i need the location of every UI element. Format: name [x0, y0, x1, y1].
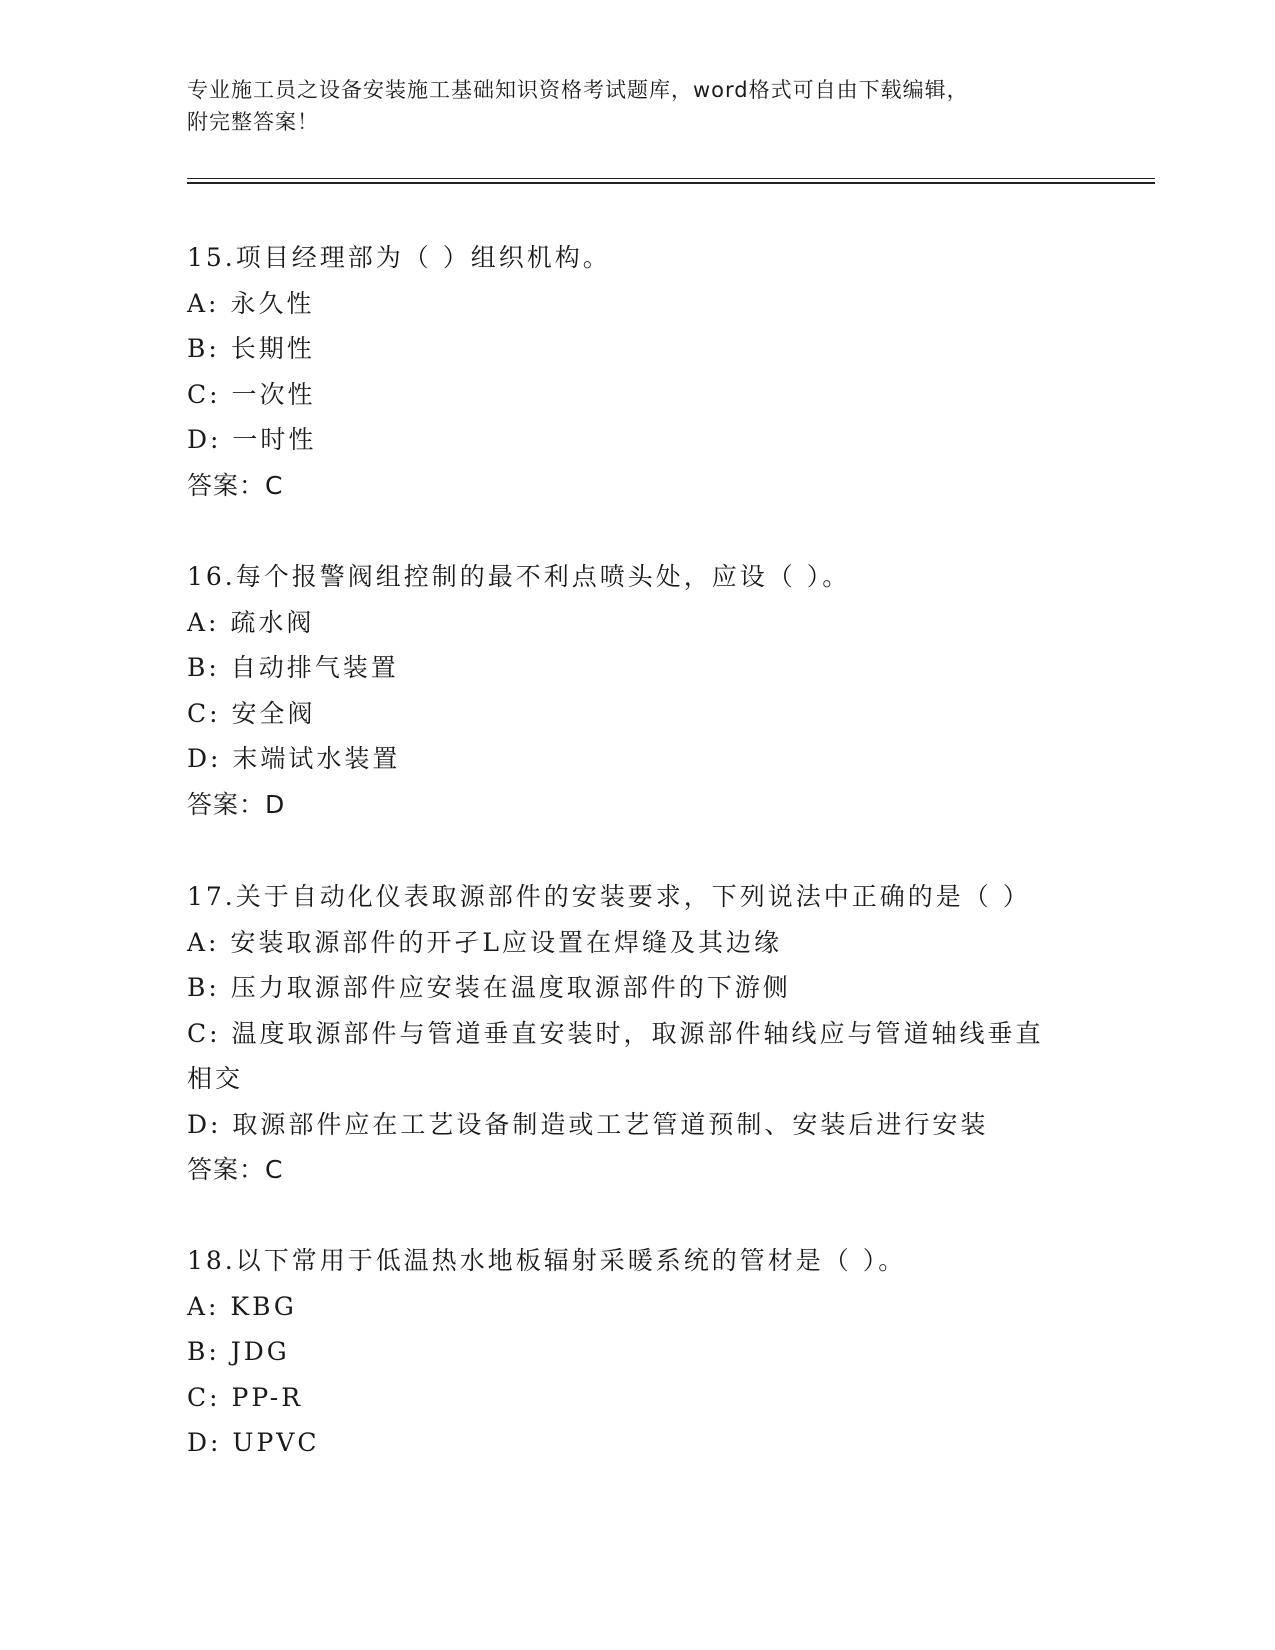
option-b: B: 长期性	[187, 334, 315, 363]
option-c: C: 安全阀	[187, 698, 316, 728]
question-stem: 18.以下常用于低温热水地板辐射采暖系统的管材是（ ）。	[187, 1246, 907, 1275]
header-divider-thin	[187, 178, 1155, 179]
answer: 答案：C	[187, 470, 284, 500]
answer: 答案：D	[187, 789, 286, 819]
question-15	[187, 235, 1087, 508]
question-stem: 17.关于自动化仪表取源部件的安装要求，下列说法中正确的是（ ）	[187, 882, 1031, 911]
option-c: C: PP-R	[187, 1382, 304, 1412]
option-d: D: UPVC	[187, 1428, 320, 1457]
option-b: B: 压力取源部件应安装在温度取源部件的下游侧	[187, 973, 791, 1002]
option-b: B: JDG	[187, 1337, 290, 1366]
option-d: D: 末端试水装置	[187, 744, 401, 773]
option-d: D: 取源部件应在工艺设备制造或工艺管道预制、安装后进行安装	[187, 1109, 989, 1139]
question-18	[187, 1238, 1087, 1466]
header-divider-thick	[187, 182, 1155, 184]
answer: 答案：C	[187, 1155, 284, 1184]
option-c: C: 一次性	[187, 379, 316, 409]
option-a: A: 永久性	[187, 288, 315, 318]
header-line-2: 附完整答案！	[187, 110, 319, 134]
option-b: B: 自动排气装置	[187, 653, 399, 682]
option-c: C: 温度取源部件与管道垂直安装时，取源部件轴线应与管道轴线垂直	[187, 1018, 1044, 1048]
option-a: A: 安装取源部件的开孑L应设置在焊缝及其边缘	[187, 927, 783, 957]
option-a: A: 疏水阀	[187, 607, 315, 637]
question-16	[187, 554, 1087, 827]
question-stem: 16.每个报警阀组控制的最不利点喷头处，应设（ ）。	[187, 562, 851, 591]
question-stem: 15.项目经理部为（ ）组织机构。	[187, 243, 611, 272]
document-header	[187, 74, 1167, 138]
header-line-1: 专业施工员之设备安装施工基础知识资格考试题库，word格式可自由下载编辑，	[187, 78, 969, 102]
option-d: D: 一时性	[187, 425, 317, 454]
option-a: A: KBG	[187, 1291, 297, 1321]
option-c-continued: 相交	[187, 1064, 244, 1093]
question-17	[187, 874, 1087, 1193]
